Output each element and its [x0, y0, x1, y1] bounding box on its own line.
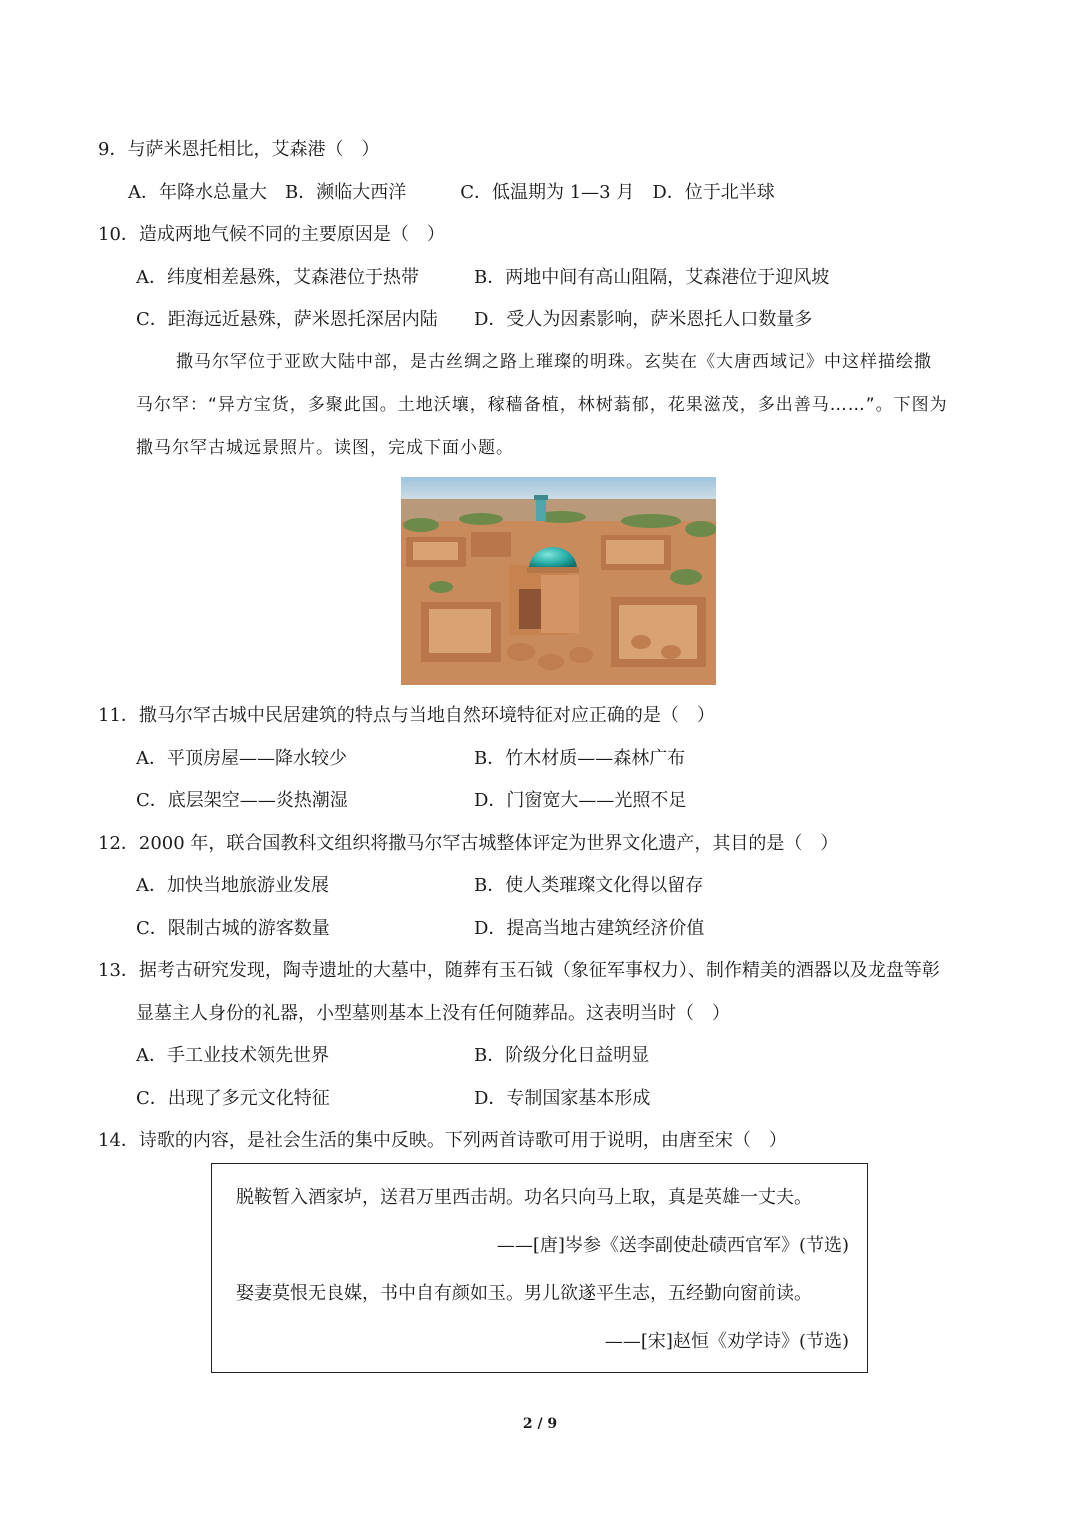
q10-option-c: C．距海远近悬殊，萨米恩托深居内陆	[136, 309, 438, 330]
q13-option-c: C．出现了多元文化特征	[136, 1088, 330, 1109]
q12-option-c: C．限制古城的游客数量	[136, 918, 330, 939]
q9-options: A．年降水总量大 B．濒临大西洋 C．低温期为 1—3 月 D．位于北半球	[128, 182, 775, 203]
q11-option-a: A．平顶房屋——降水较少	[136, 748, 347, 769]
q11-option-d: D．门窗宽大——光照不足	[474, 790, 687, 811]
q12-stem: 12．2000 年，联合国教科文组织将撒马尔罕古城整体评定为世界文化遗产，其目的是（ ）	[98, 833, 839, 854]
q13-option-b: B．阶级分化日益明显	[474, 1045, 650, 1066]
passage-line-1: 撒马尔罕位于亚欧大陆中部，是古丝绸之路上璀璨的明珠。玄奘在《大唐西域记》中这样描绘撒	[176, 352, 932, 372]
q13-stem-line-2: 显墓主人身份的礼器，小型墓则基本上没有任何随葬品。这表明当时（ ）	[136, 1003, 730, 1024]
poem-1-source: ——[唐]岑参《送李副使赴碛西官军》(节选)	[496, 1235, 849, 1256]
passage-line-3: 撒马尔罕古城远景照片。读图，完成下面小题。	[136, 438, 514, 458]
q10-option-b: B．两地中间有高山阻隔，艾森港位于迎风坡	[474, 267, 830, 288]
q12-option-a: A．加快当地旅游业发展	[136, 875, 329, 896]
passage-line-2: 马尔罕：“异方宝货，多聚此国。土地沃壤，稼穑备植，林树蓊郁，花果滋茂，多出善马……”。下图为	[136, 395, 948, 415]
samarkand-photo	[401, 477, 716, 685]
q10-option-d: D．受人为因素影响，萨米恩托人口数量多	[474, 309, 813, 330]
q14-stem: 14．诗歌的内容，是社会生活的集中反映。下列两首诗歌可用于说明，由唐至宋（ ）	[98, 1130, 787, 1151]
q11-stem: 11．撒马尔罕古城中民居建筑的特点与当地自然环境特征对应正确的是（ ）	[98, 705, 715, 726]
poem-2-text: 娶妻莫恨无良媒，书中自有颜如玉。男儿欲遂平生志，五经勤向窗前读。	[236, 1283, 812, 1304]
q10-option-a: A．纬度相差悬殊，艾森港位于热带	[136, 267, 419, 288]
q10-stem: 10．造成两地气候不同的主要原因是（ ）	[98, 224, 445, 245]
poem-1-text: 脱鞍暂入酒家垆，送君万里西击胡。功名只向马上取，真是英雄一丈夫。	[236, 1187, 812, 1208]
q11-option-b: B．竹木材质——森林广布	[474, 748, 686, 769]
q12-option-d: D．提高当地古建筑经济价值	[474, 918, 705, 939]
poem-2-source: ——[宋]赵恒《劝学诗》(节选)	[604, 1331, 849, 1352]
q11-option-c: C．底层架空——炎热潮湿	[136, 790, 348, 811]
q13-option-d: D．专制国家基本形成	[474, 1088, 651, 1109]
q9-stem: 9．与萨米恩托相比，艾森港（ ）	[98, 139, 380, 160]
q12-option-b: B．使人类璀璨文化得以留存	[474, 875, 704, 896]
q13-option-a: A．手工业技术领先世界	[136, 1045, 329, 1066]
q13-stem-line-1: 13．据考古研究发现，陶寺遗址的大墓中，随葬有玉石钺（象征军事权力）、制作精美的酒器以及龙盘等彰	[98, 960, 940, 981]
page-number: 2 / 9	[522, 1416, 558, 1432]
poem-box	[211, 1163, 868, 1373]
